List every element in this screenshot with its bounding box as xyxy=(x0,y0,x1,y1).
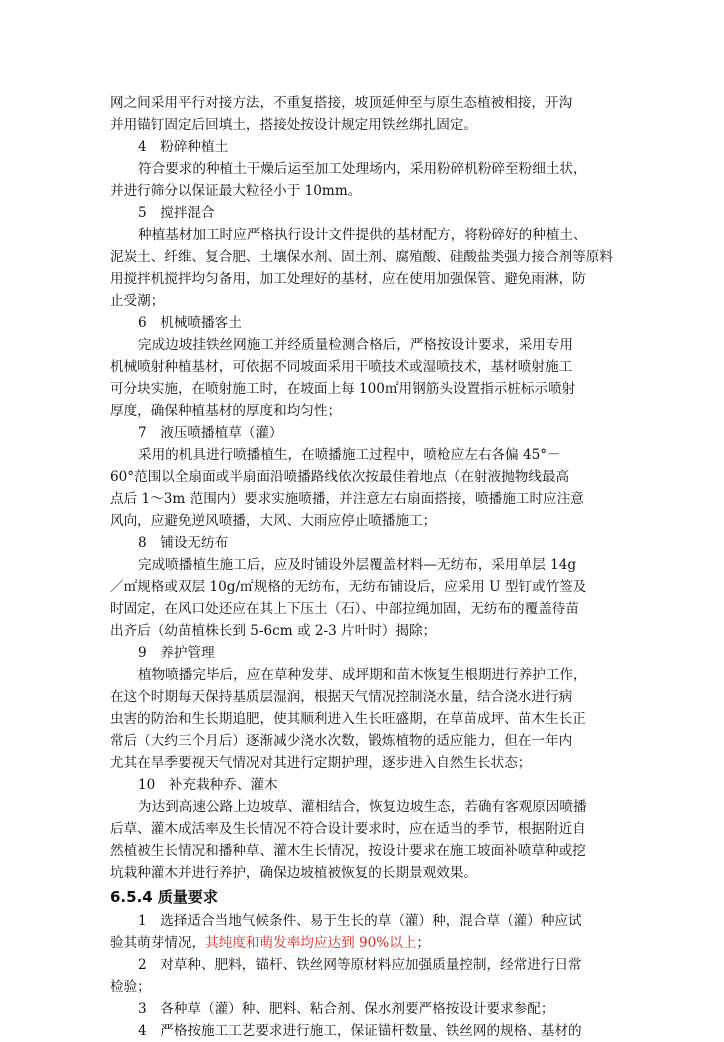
text-line: 出齐后（幼苗植株长到 5-6cm 或 2-3 片叶时）揭除； xyxy=(110,623,437,639)
text-line: 60°范围以全扇面或半扇面沿喷播路线依次按最佳着地点（在射液抛物线最高 xyxy=(110,469,570,485)
section-heading: 6.5.4 质量要求 xyxy=(110,888,218,906)
text-line: 2 对草种、肥料，锚杆、铁丝网等原材料应加强质量控制，经常进行日常 xyxy=(138,957,582,973)
text-line: 尤其在旱季要视天气情况对其进行定期护理，逐步进入自然生长状态； xyxy=(110,755,532,771)
text-line: 在这个时期每天保持基质层湿润，根据天气情况控制浇水量，结合浇水进行病 xyxy=(110,689,573,705)
highlighted-text: 其纯度和萌发率均应达到 90%以上 xyxy=(205,935,417,951)
item-heading: 6 机械喷播客土 xyxy=(138,315,242,331)
text-line: 止受潮； xyxy=(110,293,165,309)
plain-text: ； xyxy=(416,935,431,951)
text-line: 为达到高速公路上边坡草、灌相结合，恢复边坡生态，若确有客观原因喷播 xyxy=(138,799,587,815)
text-line: 泥炭土、纤维、复合肥、土壤保水剂、固土剂、腐殖酸、硅酸盐类强力接合剂等原料 xyxy=(110,249,613,265)
text-line: 坑栽种灌木并进行养护，确保边坡植被恢复的长期景观效果。 xyxy=(110,865,478,881)
text-line: 完成边坡挂铁丝网施工并经质量检测合格后，严格按设计要求，采用专用 xyxy=(138,337,573,353)
text-line: 采用的机具进行喷播植生，在喷播施工过程中，喷枪应左右各偏 45°－ xyxy=(138,447,561,463)
text-line: 可分块实施，在喷射施工时，在坡面上每 100㎡用钢筋头设置指示桩标示喷射 xyxy=(110,381,576,397)
item-heading: 10 补充栽种乔、灌木 xyxy=(138,777,278,793)
text-line: 用搅拌机搅拌均匀备用，加工处理好的基材，应在使用加强保管、避免雨淋，防 xyxy=(110,271,586,287)
item-heading: 8 铺设无纺布 xyxy=(138,535,229,551)
text-line xyxy=(110,932,430,954)
item-heading: 9 养护管理 xyxy=(138,645,215,661)
text-line: 检验； xyxy=(110,979,151,995)
text-line: 符合要求的种植土干燥后运至加工处理场内，采用粉碎机粉碎至粉细土状， xyxy=(138,161,587,177)
text-line: ／㎡规格或双层 10g/㎡规格的无纺布，无纺布铺设后，应采用 U 型钉或竹签及 xyxy=(110,579,587,595)
plain-text: 验其萌芽情况， xyxy=(110,935,206,951)
item-heading: 4 粉碎种植土 xyxy=(138,139,229,155)
text-line: 后草、灌木成活率及生长情况不符合设计要求时，应在适当的季节，根据附近自 xyxy=(110,821,586,837)
text-line: 并进行筛分以保证最大粒径小于 10mm。 xyxy=(110,183,362,199)
text-line: 机械喷射种植基材，可依据不同坡面采用干喷技术或湿喷技术，基材喷射施工 xyxy=(110,359,573,375)
text-line: 3 各种草（灌）种、肥料、粘合剂、保水剂要严格按设计要求参配； xyxy=(138,1001,555,1017)
text-line: 常后（大约三个月后）逐渐减少浇水次数，锻炼植物的适应能力，但在一年内 xyxy=(110,733,573,749)
text-line: 4 严格按施工工艺要求进行施工，保证锚杆数量、铁丝网的规格、基材的 xyxy=(138,1023,582,1039)
text-line: 完成喷播植生施工后，应及时铺设外层覆盖材料—无纺布，采用单层 14g xyxy=(138,557,577,573)
text-line: 风向，应避免逆风喷播，大风、大雨应停止喷播施工； xyxy=(110,513,437,529)
text-line: 网之间采用平行对接方法，不重复搭接，坡顶延伸至与原生态植被相接，开沟 xyxy=(110,95,573,111)
text-line: 厚度，确保种植基材的厚度和均匀性； xyxy=(110,403,342,419)
text-line: 种植基材加工时应严格执行设计文件提供的基材配方，将粉碎好的种植土、 xyxy=(138,227,587,243)
item-heading: 5 搅拌混合 xyxy=(138,205,215,221)
text-line: 虫害的防治和生长期追肥，使其顺利进入生长旺盛期，在草苗成坪、苗木生长正 xyxy=(110,711,586,727)
text-line: 植物喷播完毕后，应在草种发芽、成坪期和苗木恢复生根期进行养护工作， xyxy=(138,667,587,683)
text-line: 点后 1～3m 范围内）要求实施喷播，并注意左右扇面搭接，喷播施工时应注意 xyxy=(110,491,584,507)
text-line: 并用锚钉固定后回填土，搭接处按设计规定用铁丝绑扎固定。 xyxy=(110,117,478,133)
text-line: 然植被生长情况和播种草、灌木生长情况，按设计要求在施工坡面补喷草种或挖 xyxy=(110,843,586,859)
item-heading: 7 液压喷播植草（灌） xyxy=(138,425,283,441)
text-line: 时固定，在风口处还应在其上下压土（石）、中部拉绳加固，无纺布的覆盖待苗 xyxy=(110,601,579,617)
text-line: 1 选择适合当地气候条件、易于生长的草（灌）种，混合草（灌）种应试 xyxy=(138,913,582,929)
